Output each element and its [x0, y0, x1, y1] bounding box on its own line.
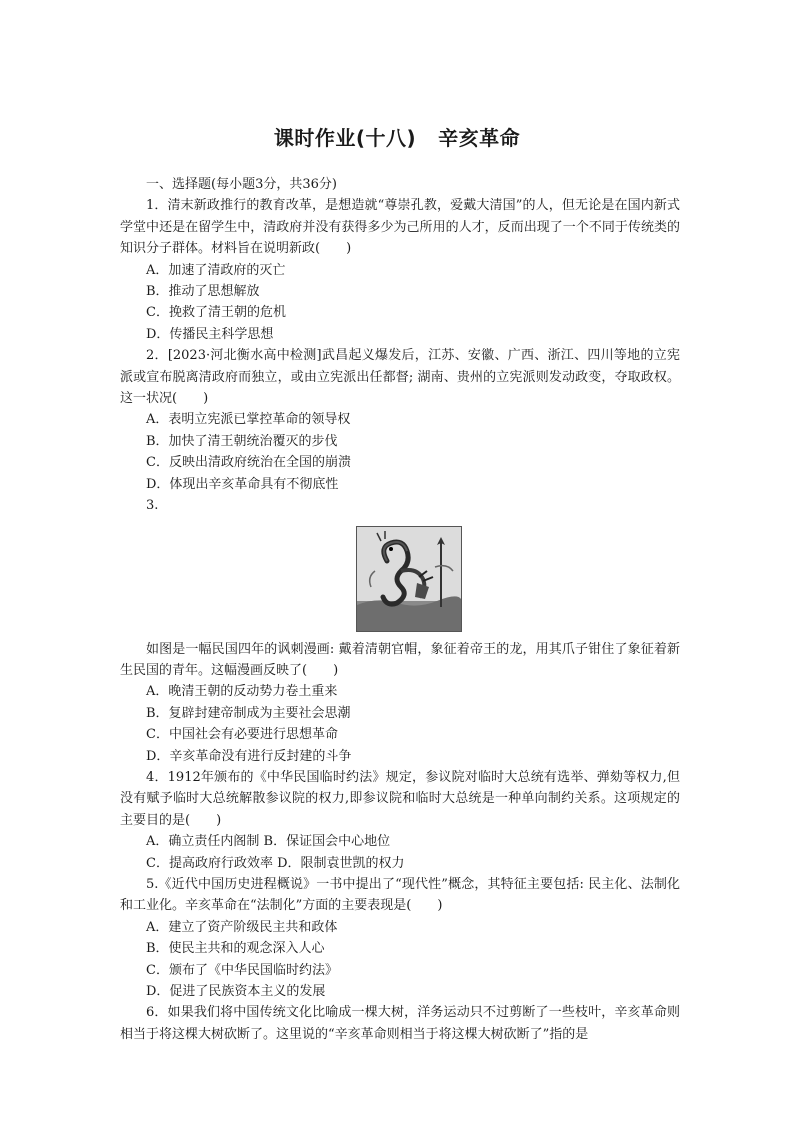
question-2-option-d: D．体现出辛亥革命具有不彻底性 [146, 476, 339, 492]
question-4-options-ab: A．确立责任内阁制 B．保证国会中心地位 [146, 834, 391, 850]
question-2-option-b: B．加快了清王朝统治覆灭的步伐 [146, 433, 338, 449]
question-5-option-c: C．颁布了《中华民国临时约法》 [146, 962, 338, 978]
question-2-option-a: A．表明立宪派已掌控革命的领导权 [146, 412, 351, 428]
question-3-stem: 如图是一幅民国四年的讽刺漫画: 戴着清朝官帽，象征着帝王的龙，用其爪子钳住了象征着新生民国的青年。这幅漫画反映了( ) [120, 641, 680, 678]
question-list [120, 174, 680, 1045]
question-1-stem: 1．清末新政推行的教育改革，是想造就“尊崇孔教，爱戴大清国”的人，但无论是在国内新式学堂中还是在留学生中，清政府并没有获得多少为己所用的人才，反而出现了一个不同于传统类的知识分子群体。材料旨在说明新政( ) [120, 198, 680, 257]
question-2-option-c: C．反映出清政府统治在全国的崩溃 [146, 455, 351, 471]
question-2-stem: 2．[2023·河北衡水高中检测]武昌起义爆发后，江苏、安徽、广西、浙江、四川等地的立宪派或宣布脱离清政府而独立，或由立宪派出任都督; 湖南、贵州的立宪派则发动政变，夺取政权。这一状况( ) [120, 348, 680, 407]
question-5-option-b: B．使民主共和的观念深入人心 [146, 941, 325, 957]
question-6-stem: 6．如果我们将中国传统文化比喻成一棵大树，洋务运动只不过剪断了一些枝叶，辛亥革命则相当于将这棵大树砍断了。这里说的“辛亥革命则相当于将这棵大树砍断了”指的是 [120, 1005, 680, 1042]
question-1-option-c: C．挽救了清王朝的危机 [146, 305, 286, 321]
question-4-stem: 4．1912年颁布的《中华民国临时约法》规定，参议院对临时大总统有选举、弹劾等权力,但没有赋予临时大总统解散参议院的权力,即参议院和临时大总统是一种单向制约关系。这项规定的主要目的是( ) [120, 769, 680, 828]
page-title [0, 122, 794, 151]
question-4-options-cd: C．提高政府行政效率 D．限制袁世凯的权力 [146, 855, 405, 871]
question-3-number: 3. [146, 498, 159, 514]
satirical-cartoon-image [356, 526, 462, 632]
question-1-option-b: B．推动了思想解放 [146, 284, 260, 300]
question-5-option-a: A．建立了资产阶级民主共和政体 [146, 919, 338, 935]
question-3-option-b: B．复辟封建帝制成为主要社会思潮 [146, 705, 351, 721]
question-3-option-d: D．辛亥革命没有进行反封建的斗争 [146, 748, 352, 764]
question-3-option-c: C．中国社会有必要进行思想革命 [146, 727, 338, 743]
title-sub: 辛亥革命 [438, 126, 521, 150]
question-1-option-d: D．传播民主科学思想 [146, 326, 274, 342]
question-1-option-a: A．加速了清政府的灭亡 [146, 262, 286, 278]
question-3-option-a: A．晚清王朝的反动势力卷土重来 [146, 684, 338, 700]
question-5-option-d: D．促进了民族资本主义的发展 [146, 984, 326, 999]
title-main: 课时作业(十八) [273, 126, 417, 150]
question-5-stem: 5.《近代中国历史进程概说》一书中提出了“现代性”概念，其特征主要包括: 民主化、法制化和工业化。辛亥革命在“法制化”方面的主要表现是( ) [120, 876, 680, 914]
section-heading: 一、选择题(每小题3分，共36分) [146, 177, 337, 192]
